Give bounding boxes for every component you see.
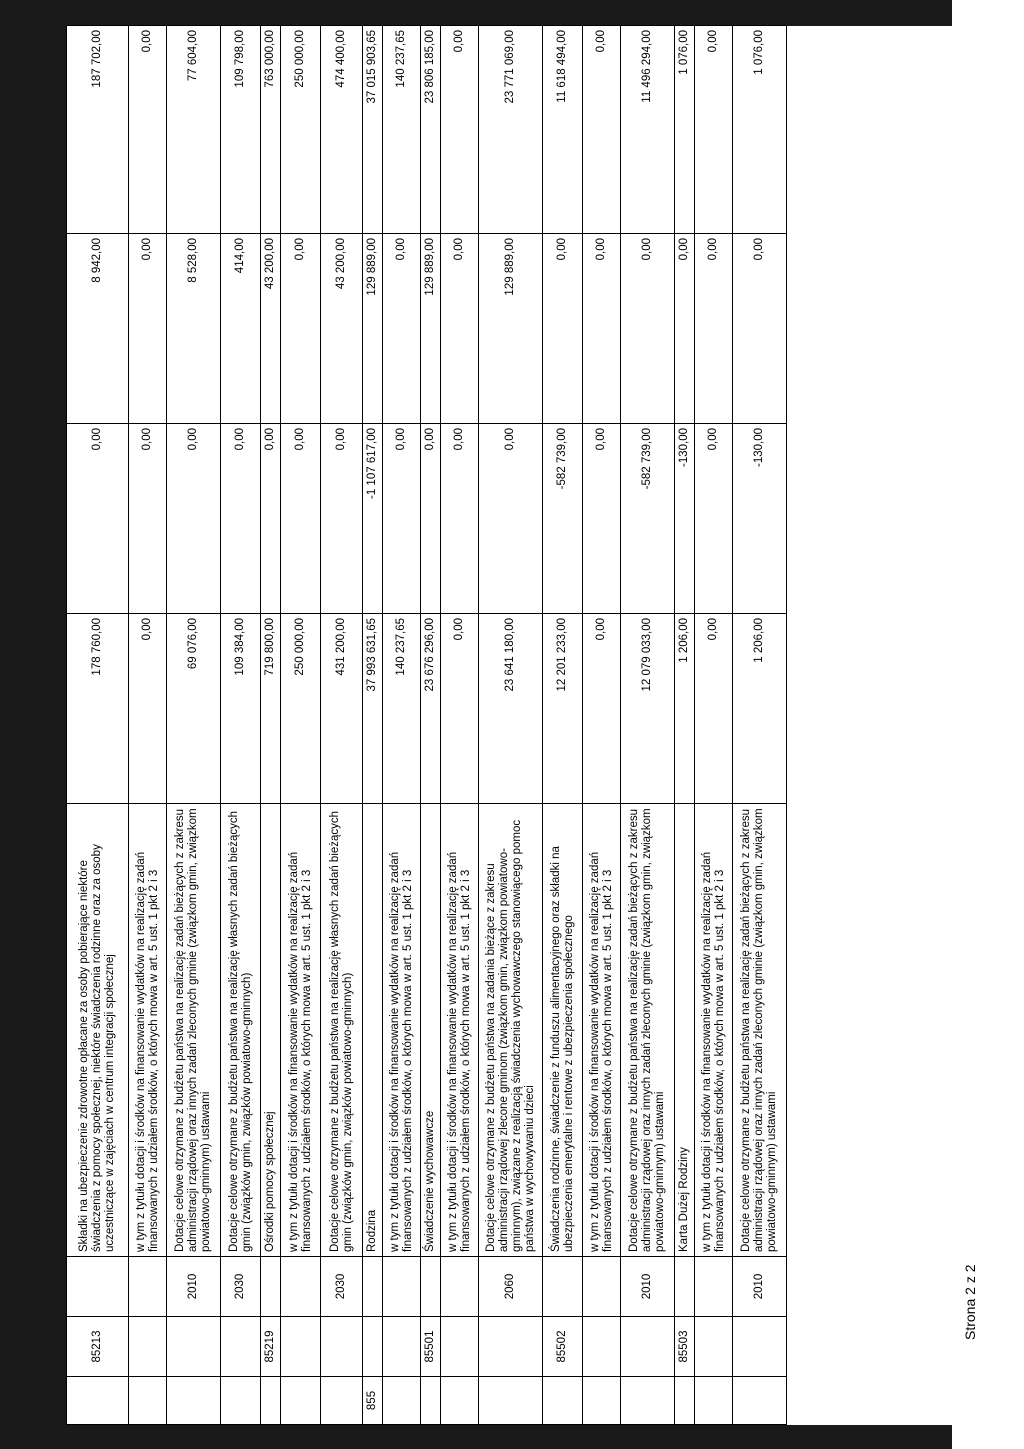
paragraph-code xyxy=(421,1257,441,1317)
item-description: Karta Dużej Rodziny xyxy=(675,804,695,1257)
table-row xyxy=(321,26,363,1425)
item-description: w tym z tytułu dotacji i środków na finansowanie wydatków na realizację zadań finansowanych z udziałem środków, o których mowa w art. 5 ust. 1 pkt 2 i 3 xyxy=(441,804,479,1257)
chapter-code xyxy=(281,1317,321,1377)
amount-after-change: 187 702,00 xyxy=(67,26,129,234)
chapter-code xyxy=(621,1317,675,1377)
table-row xyxy=(441,26,479,1425)
amount-increase: 129 889,00 xyxy=(421,234,441,424)
paragraph-code: 2010 xyxy=(167,1257,221,1317)
scan-border-top xyxy=(66,0,952,26)
item-description: Składki na ubezpieczenie zdrowotne opłacane za osoby pobierające niektóre świadczenia z pomocy społecznej, niektóre świadczenia rodzinne oraz za osoby uczestniczące w zajęciach w centrum integracji społecznej xyxy=(67,804,129,1257)
item-description: w tym z tytułu dotacji i środków na finansowanie wydatków na realizację zadań finansowanych z udziałem środków, o których mowa w art. 5 ust. 1 pkt 2 i 3 xyxy=(383,804,421,1257)
table-row xyxy=(583,26,621,1425)
section-code xyxy=(543,1377,583,1425)
amount-after-change: 140 237,65 xyxy=(383,26,421,234)
amount-increase: 129 889,00 xyxy=(363,234,383,424)
amount-after-change: 763 000,00 xyxy=(261,26,281,234)
amount-plan: 1 206,00 xyxy=(733,614,787,804)
paragraph-code xyxy=(695,1257,733,1317)
amount-decrease: 0,00 xyxy=(167,424,221,614)
section-code: 855 xyxy=(363,1377,383,1425)
amount-plan: 109 384,00 xyxy=(221,614,261,804)
amount-after-change: 0,00 xyxy=(129,26,167,234)
table-row xyxy=(363,26,383,1425)
amount-after-change: 0,00 xyxy=(441,26,479,234)
paragraph-code xyxy=(675,1257,695,1317)
chapter-code xyxy=(321,1317,363,1377)
amount-decrease: -1 107 617,00 xyxy=(363,424,383,614)
paragraph-code xyxy=(363,1257,383,1317)
chapter-code: 85502 xyxy=(543,1317,583,1377)
amount-after-change: 250 000,00 xyxy=(281,26,321,234)
amount-plan: 140 237,65 xyxy=(383,614,421,804)
amount-decrease: -582 739,00 xyxy=(621,424,675,614)
table-row xyxy=(695,26,733,1425)
table-row xyxy=(281,26,321,1425)
amount-decrease: 0,00 xyxy=(67,424,129,614)
budget-table-rotated xyxy=(66,26,952,1425)
paragraph-code xyxy=(281,1257,321,1317)
chapter-code: 85219 xyxy=(261,1317,281,1377)
amount-decrease: 0,00 xyxy=(695,424,733,614)
chapter-code xyxy=(695,1317,733,1377)
chapter-code xyxy=(363,1317,383,1377)
paragraph-code: 2030 xyxy=(221,1257,261,1317)
table-row xyxy=(383,26,421,1425)
amount-after-change: 474 400,00 xyxy=(321,26,363,234)
amount-after-change: 37 015 903,65 xyxy=(363,26,383,234)
paragraph-code xyxy=(543,1257,583,1317)
amount-plan: 719 800,00 xyxy=(261,614,281,804)
amount-plan: 23 641 180,00 xyxy=(479,614,543,804)
amount-increase: 0,00 xyxy=(383,234,421,424)
section-code xyxy=(321,1377,363,1425)
amount-increase: 0,00 xyxy=(621,234,675,424)
section-code xyxy=(129,1377,167,1425)
item-description: Dotacje celowe otrzymane z budżetu państwa na zadania bieżące z zakresu administracji rządowej zlecone gminom (związkom gmin, związkom powiatowo-gminnym), związane z realizacją świadczenia wychowawczego stanowiącego pomoc państwa w wychowywaniu dzieci xyxy=(479,804,543,1257)
table-row xyxy=(167,26,221,1425)
section-code xyxy=(281,1377,321,1425)
amount-decrease: 0,00 xyxy=(441,424,479,614)
amount-plan: 0,00 xyxy=(583,614,621,804)
table-row xyxy=(67,26,129,1425)
amount-increase: 0,00 xyxy=(695,234,733,424)
amount-after-change: 109 798,00 xyxy=(221,26,261,234)
amount-after-change: 1 076,00 xyxy=(675,26,695,234)
chapter-code xyxy=(479,1317,543,1377)
amount-plan: 69 076,00 xyxy=(167,614,221,804)
amount-decrease: 0,00 xyxy=(129,424,167,614)
paragraph-code: 2060 xyxy=(479,1257,543,1317)
amount-plan: 431 200,00 xyxy=(321,614,363,804)
chapter-code xyxy=(383,1317,421,1377)
section-code xyxy=(479,1377,543,1425)
amount-plan: 0,00 xyxy=(695,614,733,804)
amount-increase: 0,00 xyxy=(441,234,479,424)
chapter-code xyxy=(733,1317,787,1377)
table-row xyxy=(621,26,675,1425)
amount-increase: 8 528,00 xyxy=(167,234,221,424)
paragraph-code xyxy=(383,1257,421,1317)
section-code xyxy=(421,1377,441,1425)
section-code xyxy=(261,1377,281,1425)
item-description: w tym z tytułu dotacji i środków na finansowanie wydatków na realizację zadań finansowanych z udziałem środków, o których mowa w art. 5 ust. 1 pkt 2 i 3 xyxy=(281,804,321,1257)
table-row xyxy=(221,26,261,1425)
amount-decrease: 0,00 xyxy=(221,424,261,614)
section-code xyxy=(675,1377,695,1425)
amount-increase: 0,00 xyxy=(543,234,583,424)
section-code xyxy=(67,1377,129,1425)
section-code xyxy=(621,1377,675,1425)
amount-plan: 1 206,00 xyxy=(675,614,695,804)
amount-decrease: 0,00 xyxy=(321,424,363,614)
table-row xyxy=(421,26,441,1425)
amount-plan: 0,00 xyxy=(129,614,167,804)
section-code xyxy=(167,1377,221,1425)
amount-plan: 23 676 296,00 xyxy=(421,614,441,804)
amount-decrease: -130,00 xyxy=(733,424,787,614)
item-description: Dotacje celowe otrzymane z budżetu państwa na realizację własnych zadań bieżących gmin (związków gmin, związków powiatowo-gminnych) xyxy=(221,804,261,1257)
amount-after-change: 11 618 494,00 xyxy=(543,26,583,234)
page-margin-right xyxy=(952,0,1024,1449)
table-row xyxy=(543,26,583,1425)
chapter-code xyxy=(583,1317,621,1377)
budget-table xyxy=(66,25,787,1425)
table-body xyxy=(67,26,787,1425)
item-description: Rodzina xyxy=(363,804,383,1257)
chapter-code xyxy=(167,1317,221,1377)
amount-plan: 12 201 233,00 xyxy=(543,614,583,804)
amount-after-change: 23 806 185,00 xyxy=(421,26,441,234)
amount-decrease: -130,00 xyxy=(675,424,695,614)
item-description: w tym z tytułu dotacji i środków na finansowanie wydatków na realizację zadań finansowanych z udziałem środków, o których mowa w art. 5 ust. 1 pkt 2 i 3 xyxy=(129,804,167,1257)
amount-increase: 0,00 xyxy=(583,234,621,424)
amount-decrease: 0,00 xyxy=(479,424,543,614)
item-description: Dotacje celowe otrzymane z budżetu państwa na realizację zadań bieżących z zakresu administracji rządowej oraz innych zadań zleconych gminie (związkom gmin, związkom powiatowo-gminnym) ustawami xyxy=(167,804,221,1257)
amount-increase: 129 889,00 xyxy=(479,234,543,424)
item-description: Dotacje celowe otrzymane z budżetu państwa na realizację zadań bieżących z zakresu administracji rządowej oraz innych zadań zleconych gminie (związkom gmin, związkom powiatowo-gminnym) ustawami xyxy=(621,804,675,1257)
amount-decrease: 0,00 xyxy=(421,424,441,614)
chapter-code: 85503 xyxy=(675,1317,695,1377)
paragraph-code: 2010 xyxy=(733,1257,787,1317)
item-description: Dotacje celowe otrzymane z budżetu państwa na realizację zadań bieżących z zakresu administracji rządowej oraz innych zadań zleconych gminie (związkom gmin, związkom powiatowo-gminnym) ustawami xyxy=(733,804,787,1257)
page-number: Strona 2 z 2 xyxy=(962,1264,978,1340)
amount-increase: 0,00 xyxy=(733,234,787,424)
item-description: w tym z tytułu dotacji i środków na finansowanie wydatków na realizację zadań finansowanych z udziałem środków, o których mowa w art. 5 ust. 1 pkt 2 i 3 xyxy=(583,804,621,1257)
amount-increase: 414,00 xyxy=(221,234,261,424)
amount-plan: 37 993 631,65 xyxy=(363,614,383,804)
scan-border-left xyxy=(0,0,66,1449)
table-row xyxy=(733,26,787,1425)
amount-increase: 0,00 xyxy=(675,234,695,424)
amount-plan: 12 079 033,00 xyxy=(621,614,675,804)
paragraph-code: 2010 xyxy=(621,1257,675,1317)
amount-after-change: 11 496 294,00 xyxy=(621,26,675,234)
amount-plan: 178 760,00 xyxy=(67,614,129,804)
section-code xyxy=(441,1377,479,1425)
item-description: Świadczenia rodzinne, świadczenie z funduszu alimentacyjnego oraz składki na ubezpieczenia emerytalne i rentowe z ubezpieczenia społecznego xyxy=(543,804,583,1257)
amount-increase: 0,00 xyxy=(281,234,321,424)
paragraph-code xyxy=(67,1257,129,1317)
amount-increase: 0,00 xyxy=(129,234,167,424)
item-description: Dotacje celowe otrzymane z budżetu państwa na realizację własnych zadań bieżących gmin (związków gmin, związków powiatowo-gminnych) xyxy=(321,804,363,1257)
section-code xyxy=(695,1377,733,1425)
chapter-code: 85213 xyxy=(67,1317,129,1377)
amount-after-change: 23 771 069,00 xyxy=(479,26,543,234)
item-description: Ośrodki pomocy społecznej xyxy=(261,804,281,1257)
section-code xyxy=(583,1377,621,1425)
table-row xyxy=(675,26,695,1425)
amount-decrease: 0,00 xyxy=(281,424,321,614)
chapter-code xyxy=(129,1317,167,1377)
chapter-code xyxy=(221,1317,261,1377)
section-code xyxy=(221,1377,261,1425)
item-description: w tym z tytułu dotacji i środków na finansowanie wydatków na realizację zadań finansowanych z udziałem środków, o których mowa w art. 5 ust. 1 pkt 2 i 3 xyxy=(695,804,733,1257)
scan-border-bottom xyxy=(66,1425,952,1449)
paragraph-code xyxy=(129,1257,167,1317)
table-row xyxy=(261,26,281,1425)
chapter-code: 85501 xyxy=(421,1317,441,1377)
amount-plan: 250 000,00 xyxy=(281,614,321,804)
paragraph-code xyxy=(261,1257,281,1317)
amount-after-change: 1 076,00 xyxy=(733,26,787,234)
table-row xyxy=(479,26,543,1425)
paragraph-code: 2030 xyxy=(321,1257,363,1317)
amount-decrease: 0,00 xyxy=(383,424,421,614)
amount-decrease: 0,00 xyxy=(583,424,621,614)
amount-increase: 43 200,00 xyxy=(261,234,281,424)
amount-plan: 0,00 xyxy=(441,614,479,804)
amount-increase: 43 200,00 xyxy=(321,234,363,424)
paragraph-code xyxy=(441,1257,479,1317)
table-row xyxy=(129,26,167,1425)
amount-decrease: 0,00 xyxy=(261,424,281,614)
amount-increase: 8 942,00 xyxy=(67,234,129,424)
amount-after-change: 0,00 xyxy=(583,26,621,234)
section-code xyxy=(733,1377,787,1425)
section-code xyxy=(383,1377,421,1425)
paragraph-code xyxy=(583,1257,621,1317)
chapter-code xyxy=(441,1317,479,1377)
item-description: Świadczenie wychowawcze xyxy=(421,804,441,1257)
amount-decrease: -582 739,00 xyxy=(543,424,583,614)
amount-after-change: 0,00 xyxy=(695,26,733,234)
amount-after-change: 77 604,00 xyxy=(167,26,221,234)
